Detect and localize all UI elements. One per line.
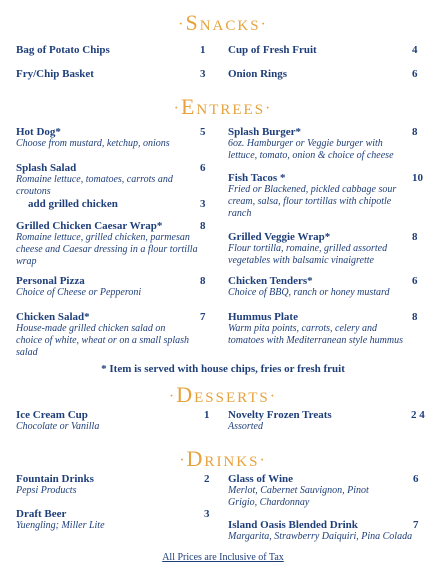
menu-item	[16, 126, 208, 150]
item-name: Fish Tacos *	[228, 172, 286, 184]
bullet-icon: ·	[179, 451, 187, 469]
item-price: 7	[413, 519, 419, 531]
item-price: 8	[412, 311, 418, 323]
item-name: Fry/Chip Basket	[16, 68, 94, 80]
item-name: Chicken Salad*	[16, 311, 90, 323]
item-name: Cup of Fresh Fruit	[228, 44, 317, 56]
item-price: 6	[413, 473, 419, 485]
item-description: Assorted	[228, 421, 263, 432]
item-price: 6	[412, 275, 418, 287]
item-description: Chocolate or Vanilla	[16, 421, 100, 432]
bullet-icon: ·	[259, 451, 267, 469]
item-price: 1	[200, 44, 206, 56]
bullet-icon: ·	[265, 99, 273, 117]
section-title-desserts	[0, 382, 446, 408]
item-name: Chicken Tenders*	[228, 275, 313, 287]
item-name: Hummus Plate	[228, 311, 298, 323]
item-description: Margarita, Strawberry Daiquiri, Pina Colada	[228, 531, 413, 542]
menu-item	[228, 473, 419, 509]
item-name: Draft Beer	[16, 508, 67, 520]
item-name: Bag of Potato Chips	[16, 44, 110, 56]
item-price: 2 4	[411, 409, 425, 421]
item-name: Novelty Frozen Treats	[228, 409, 332, 421]
item-addon: add grilled chicken	[28, 198, 118, 210]
menu-item	[228, 44, 418, 56]
item-description: Fried or Blackened, pickled cabbage sour cream, salsa, flour tortillas with chipotle ranch	[228, 184, 397, 219]
section-label: Snacks	[185, 10, 261, 35]
item-price: 6	[200, 162, 206, 174]
item-description: Flour tortilla, romaine, grilled assorted vegetables with balsamic vinaigrette	[228, 243, 388, 266]
item-description: Yuengling; Miller Lite	[16, 520, 105, 531]
bullet-icon: ·	[168, 387, 177, 405]
item-description: Pepsi Products	[16, 485, 77, 496]
item-price: 8	[200, 220, 206, 232]
menu-item	[16, 44, 206, 56]
item-description: Choose from mustard, ketchup, onions	[16, 138, 170, 149]
item-description: 6oz. Hamburger or Veggie burger with lettuce, tomato, onion & choice of cheese	[228, 138, 394, 161]
item-price: 3	[204, 508, 210, 520]
item-price: 3	[200, 68, 206, 80]
item-name: Splash Salad	[16, 162, 77, 174]
item-price: 5	[200, 126, 206, 138]
menu-item	[16, 508, 211, 532]
item-price: 8	[412, 231, 418, 243]
item-name: Onion Rings	[228, 68, 287, 80]
item-price: 7	[200, 311, 206, 323]
item-price: 1	[204, 409, 210, 421]
item-name: Island Oasis Blended Drink	[228, 519, 358, 531]
menu-item	[16, 473, 211, 497]
item-description: Romaine lettuce, tomatoes, carrots and croutons	[16, 174, 173, 197]
menu-item	[16, 220, 206, 268]
tax-note-link[interactable]: All Prices are Inclusive of Tax	[162, 552, 284, 563]
menu-item	[16, 409, 210, 433]
menu-item	[228, 409, 428, 433]
section-title-snacks	[0, 10, 446, 36]
item-name: Grilled Chicken Caesar Wrap*	[16, 220, 163, 232]
section-title-entrees	[0, 94, 446, 120]
item-name: Personal Pizza	[16, 275, 85, 287]
addon-price: 3	[200, 198, 206, 210]
item-name: Glass of Wine	[228, 473, 293, 485]
section-title-drinks	[0, 446, 446, 472]
item-description: Romaine lettuce, grilled chicken, parmesan cheese and Caesar dressing in a flour tortilla wrap	[16, 232, 198, 267]
item-name: Fountain Drinks	[16, 473, 94, 485]
item-price: 10	[412, 172, 423, 184]
item-description: Choice of BBQ, ranch or honey mustard	[228, 287, 390, 298]
item-description: House-made grilled chicken salad on choice of white, wheat or on a small splash salad	[16, 323, 190, 358]
menu-item	[228, 172, 423, 220]
item-price: 8	[412, 126, 418, 138]
menu-item	[228, 231, 418, 267]
bullet-icon: ·	[260, 15, 268, 33]
section-label: Entrees	[180, 94, 266, 119]
item-description: Merlot, Cabernet Sauvignon, Pinot Grigio, Chardonnay	[228, 485, 369, 508]
item-description: Warm pita points, carrots, celery and tomatoes with Mediterranean style hummus	[228, 323, 403, 346]
item-name: Grilled Veggie Wrap*	[228, 231, 331, 243]
item-description: Choice of Cheese or Pepperoni	[16, 287, 142, 298]
bullet-icon: ·	[269, 387, 278, 405]
menu-item	[228, 126, 418, 162]
item-name: Ice Cream Cup	[16, 409, 88, 421]
item-name: Hot Dog*	[16, 126, 61, 138]
menu-item	[16, 68, 206, 80]
menu-item	[228, 519, 420, 543]
item-price: 8	[200, 275, 206, 287]
menu-item	[228, 311, 418, 347]
bullet-icon: ·	[178, 15, 186, 33]
bullet-icon: ·	[173, 99, 181, 117]
section-label: Drinks	[186, 446, 260, 471]
item-name: Splash Burger*	[228, 126, 302, 138]
menu-item	[16, 275, 206, 299]
item-price: 6	[412, 68, 418, 80]
menu-item	[228, 68, 418, 80]
section-label: Desserts	[176, 382, 270, 407]
served-with-note: * Item is served with house chips, fries or fresh fruit	[101, 363, 345, 375]
item-price: 2	[204, 473, 210, 485]
menu-item	[16, 311, 206, 359]
item-price: 4	[412, 44, 418, 56]
menu-item	[228, 275, 418, 299]
menu-item	[16, 162, 206, 210]
